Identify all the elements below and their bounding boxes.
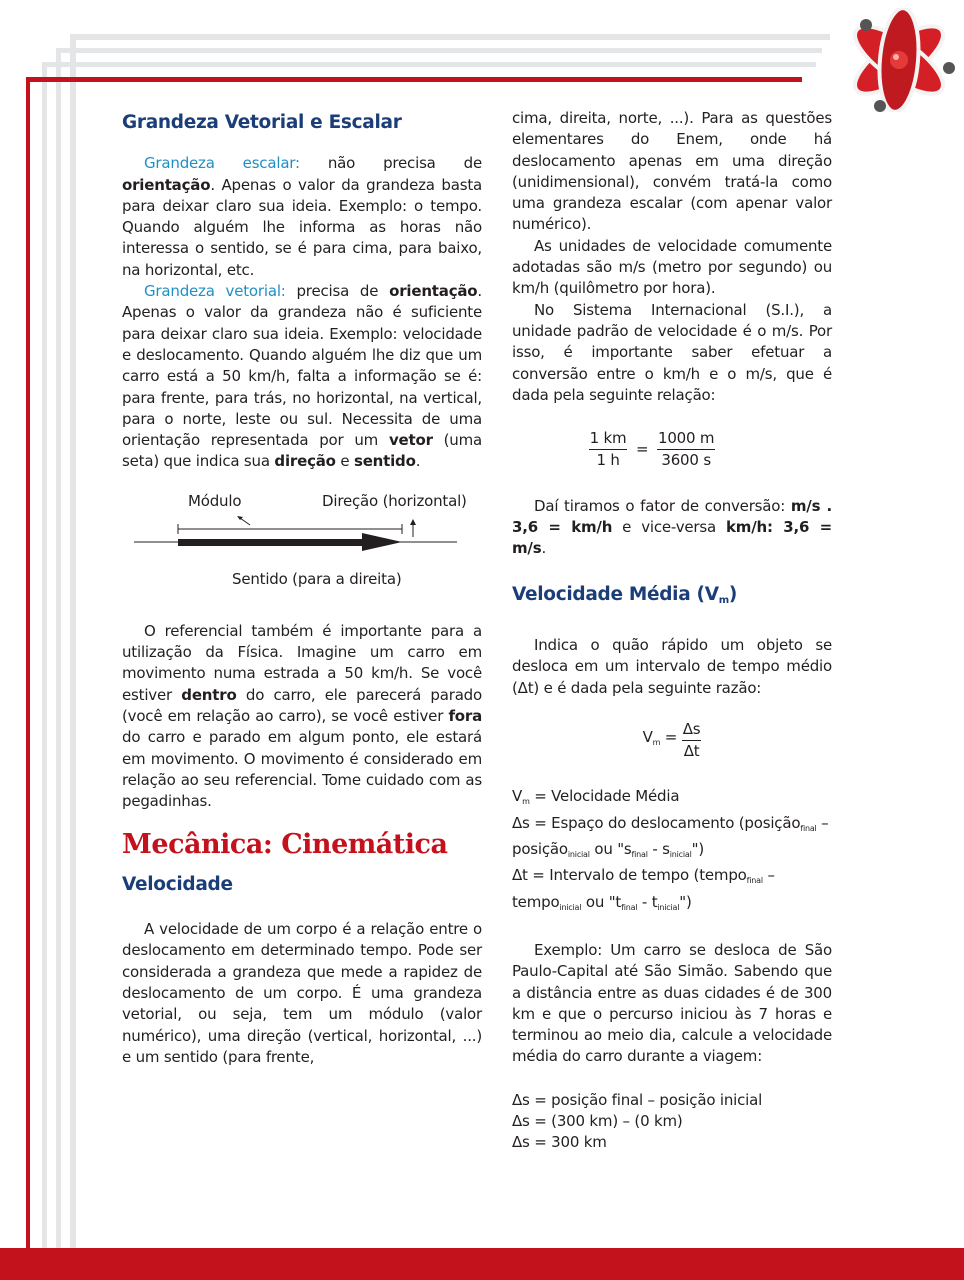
- paragraph-exemplo: Exemplo: Um carro se desloca de São Paulo-Capital até São Simão. Sabendo que a distância entre as duas cidades é de 300 km e que o percurso iniciou às 7 horas e terminou ao meio dia, calcule a velocidade média do carro durante a viagem:: [512, 940, 832, 1066]
- section-title-grandeza: Grandeza Vetorial e Escalar: [122, 112, 402, 133]
- paragraph-unidades: As unidades de velocidade comumente adotadas são m/s (metro por segundo) ou km/h (quilômetro por hora).: [512, 236, 832, 298]
- paragraph-velocidade: A velocidade de um corpo é a relação entre o deslocamento em determinado tempo. Pode ser considerada a grandeza que mede a rapidez de deslocamento de um corpo. É uma grandeza vetorial, ou seja, tem um módulo (valor numérico), uma direção (vertical, horizontal, ...) e um sentido (para frente,: [122, 920, 482, 1066]
- average-velocity-equation: $V_m$ = $\frac{\Delta s}{\Delta t}$: [642, 719, 701, 761]
- frame-gray-line-top-2: [56, 48, 822, 53]
- section-title-velocidade: Velocidade: [122, 873, 233, 895]
- frame-gray-line-top-3: [42, 62, 816, 67]
- chapter-title: Mecânica: Cinemática: [122, 829, 448, 861]
- vector-diagram: [122, 487, 482, 597]
- conversion-equation: $\frac{1 km}{1 h}$ = $\frac{1000 m}{3600 s}$: [589, 429, 715, 470]
- vector-arrow-icon: [122, 511, 482, 561]
- paragraph-continuation: cima, direita, norte, ...). Para as questões elementares do Enem, onde há deslocamento apenas em uma direção (unidimensional), convém tratá-la como uma grandeza escalar (com apenar valor numérico).: [512, 109, 832, 234]
- frame-gray-line-left-1: [70, 34, 76, 1249]
- calc-step: Δs = posição final – posição inicial: [512, 1090, 763, 1109]
- definition-vm: $V_m$ = Velocidade Média: [512, 787, 680, 807]
- direcao-label: Direção (horizontal): [322, 491, 467, 510]
- atom-logo-icon: [838, 8, 960, 112]
- frame-red-line-top: [26, 77, 802, 82]
- paragraph-vetorial: Grandeza vetorial: precisa de orientação. Apenas o valor da grandeza não é suficiente para deixar claro sua ideia. Exemplo: velocidade e deslocamento. Quando alguém lhe diz que um carro está a 50 km/h, falta a informação se é: para frente, para trás, no horizontal, na vertical, para o norte, leste ou sul. Necessita de uma orientação representada por um vetor (uma seta) que indica sua direção e sentido.: [122, 282, 482, 471]
- frame-gray-line-top-1: [70, 34, 830, 40]
- paragraph-media: Indica o quão rápido um objeto se desloca em um intervalo de tempo médio (Δt) e é dada pela seguinte razão:: [512, 635, 832, 697]
- calculation-steps: [512, 1090, 832, 1154]
- calc-step: Δs = 300 km: [512, 1133, 607, 1152]
- definition-ds: Δs = Espaço do deslocamento (posição$_{final}$ – posição$_{inicial}$ ou "$s_{final}$ - $s_{inicial}$"): [512, 813, 829, 860]
- paragraph-si: No Sistema Internacional (S.I.), a unidade padrão de velocidade é o m/s. Por isso, é importante saber efetuar a conversão entre o km/h e o m/s, que é dada pela seguinte relação:: [512, 300, 832, 404]
- right-column: [512, 108, 832, 1154]
- modulo-label: Módulo: [188, 491, 242, 510]
- paragraph-referencial: O referencial também é importante para a utilização da Física. Imagine um carro em movimento numa estrada a 50 km/h. Se você estiver dentro do carro, ele parecerá parado (você em relação ao carro), se você estiver fora do carro e parado em algum ponto, ele estará em movimento. O movimento é considerado em relação ao seu referencial. Tome cuidado com as pegadinhas.: [122, 621, 482, 811]
- footer-red-band: [0, 1248, 964, 1280]
- frame-gray-line-left-2: [56, 48, 61, 1249]
- frame-red-line-left: [26, 77, 30, 1249]
- left-column: [122, 112, 482, 1068]
- frame-gray-line-left-3: [42, 62, 47, 1249]
- definitions-list: [512, 786, 832, 917]
- paragraph-escalar: Grandeza escalar: não precisa de orientação. Apenas o valor da grandeza basta para deixar claro sua ideia. Exemplo: o tempo. Quando alguém lhe informa as horas não interessa o sentido, se é para cima, para baixo, na horizontal, etc.: [122, 154, 482, 279]
- section-title-velocidade-media: Velocidade Média $(V_m)$: [512, 583, 737, 606]
- paragraph-fator: Daí tiramos o fator de conversão: m/s . 3,6 = km/h e vice-versa km/h: 3,6 = m/s.: [512, 496, 832, 558]
- definition-dt: Δt = Intervalo de tempo (tempo$_{final}$ – tempo$_{inicial}$ ou "$t_{final}$ - $t_{inicial}$"): [512, 866, 775, 912]
- sentido-label: Sentido (para a direita): [232, 569, 402, 588]
- calc-step: Δs = (300 km) – (0 km): [512, 1111, 683, 1130]
